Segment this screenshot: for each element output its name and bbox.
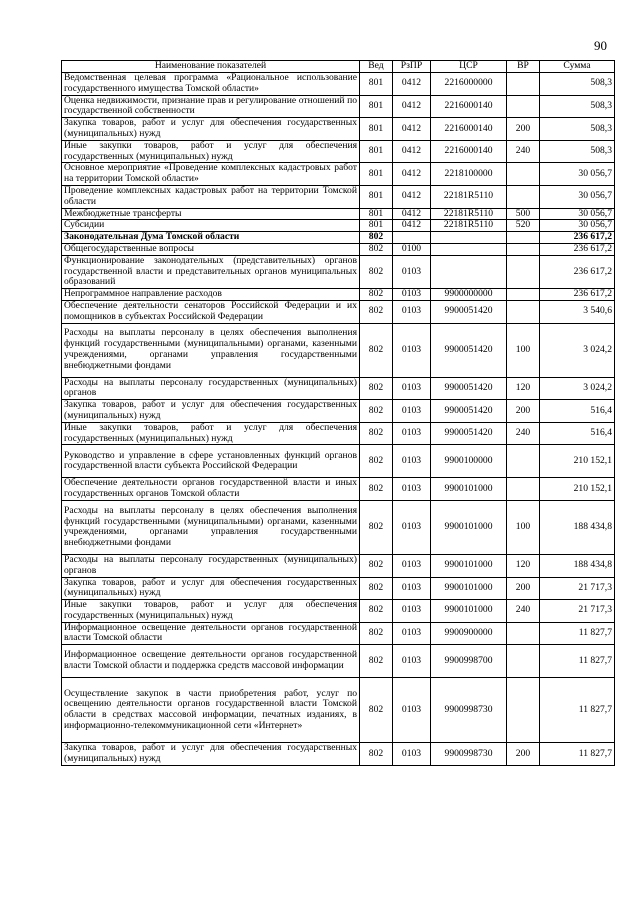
- cell-rzpr: 0412: [393, 73, 431, 96]
- cell-vr: 240: [507, 600, 540, 623]
- cell-rzpr: 0412: [393, 208, 431, 220]
- table-row: [62, 422, 615, 445]
- cell-rzpr: 0412: [393, 220, 431, 232]
- cell-ved: 802: [360, 300, 393, 323]
- cell-csr: 9900101000: [431, 600, 507, 623]
- cell-rzpr: 0412: [393, 140, 431, 163]
- cell-ved: 802: [360, 645, 393, 678]
- table-row: [62, 678, 615, 743]
- cell-sum: 508,3: [540, 73, 615, 96]
- cell-vr: [507, 622, 540, 645]
- table-row: [62, 118, 615, 141]
- cell-sum: 11 827,7: [540, 622, 615, 645]
- cell-name: Ведомственная целевая программа «Рациональное использование государственного имущества Томской области»: [62, 73, 360, 96]
- cell-ved: 801: [360, 118, 393, 141]
- cell-name: Осуществление закупок в части приобретения работ, услуг по освещению деятельности органов государственной власти Томской области в средствах массовой информации, печатных изданиях, в информационно-телекоммуникационной сети «Интернет»: [62, 678, 360, 743]
- table-body: [62, 73, 615, 766]
- cell-name: Субсидии: [62, 220, 360, 232]
- cell-rzpr: 0103: [393, 743, 431, 766]
- cell-vr: [507, 478, 540, 501]
- cell-ved: 802: [360, 255, 393, 288]
- table-row: [62, 400, 615, 423]
- cell-name: Информационное освещение деятельности органов государственной власти Томской области: [62, 622, 360, 645]
- cell-sum: 30 056,7: [540, 185, 615, 208]
- cell-csr: 9900101000: [431, 478, 507, 501]
- cell-sum: 508,3: [540, 118, 615, 141]
- cell-name: Закупка товаров, работ и услуг для обеспечения государственных (муниципальных) нужд: [62, 118, 360, 141]
- cell-rzpr: 0103: [393, 554, 431, 577]
- cell-vr: 200: [507, 118, 540, 141]
- cell-name: Оценка недвижимости, признание прав и регулирование отношений по государственной собственности: [62, 95, 360, 118]
- cell-ved: 801: [360, 95, 393, 118]
- cell-csr: 2216000140: [431, 140, 507, 163]
- table-row: [62, 163, 615, 186]
- cell-rzpr: 0103: [393, 622, 431, 645]
- cell-ved: 802: [360, 323, 393, 377]
- budget-table: [61, 60, 615, 766]
- cell-csr: 9900101000: [431, 500, 507, 554]
- cell-name: Проведение комплексных кадастровых работ на территории Томской области: [62, 185, 360, 208]
- table-row: [62, 323, 615, 377]
- cell-vr: 240: [507, 140, 540, 163]
- cell-csr: 9900100000: [431, 445, 507, 478]
- cell-name: Межбюджетные трансферты: [62, 208, 360, 220]
- cell-ved: 801: [360, 140, 393, 163]
- cell-csr: 9900051420: [431, 377, 507, 400]
- cell-csr: 9900101000: [431, 554, 507, 577]
- cell-sum: 3 024,2: [540, 323, 615, 377]
- cell-sum: 3 540,6: [540, 300, 615, 323]
- cell-vr: [507, 95, 540, 118]
- cell-csr: [431, 255, 507, 288]
- cell-csr: 9900051420: [431, 323, 507, 377]
- cell-vr: [507, 163, 540, 186]
- cell-ved: 802: [360, 577, 393, 600]
- cell-csr: 2216000000: [431, 73, 507, 96]
- cell-csr: 22181R5110: [431, 185, 507, 208]
- page-number: 90: [594, 38, 607, 53]
- cell-csr: 2216000140: [431, 118, 507, 141]
- cell-ved: 801: [360, 208, 393, 220]
- table-row: [62, 208, 615, 220]
- cell-ved: 802: [360, 678, 393, 743]
- table-row: [62, 255, 615, 288]
- cell-name: Основное мероприятие «Проведение комплексных кадастровых работ на территории Томской области»: [62, 163, 360, 186]
- cell-csr: 9900051420: [431, 300, 507, 323]
- cell-csr: [431, 232, 507, 244]
- cell-vr: 200: [507, 400, 540, 423]
- cell-csr: 22181R5110: [431, 220, 507, 232]
- table-row: [62, 377, 615, 400]
- cell-name: Иные закупки товаров, работ и услуг для обеспечения государственных (муниципальных) нужд: [62, 422, 360, 445]
- cell-rzpr: 0100: [393, 243, 431, 255]
- cell-name: Обеспечение деятельности органов государственной власти и иных государственных органов Томской области: [62, 478, 360, 501]
- table-row: [62, 95, 615, 118]
- cell-sum: 236 617,2: [540, 232, 615, 244]
- cell-sum: 210 152,1: [540, 478, 615, 501]
- cell-csr: 9900051420: [431, 422, 507, 445]
- cell-vr: 500: [507, 208, 540, 220]
- cell-sum: 3 024,2: [540, 377, 615, 400]
- cell-sum: 30 056,7: [540, 163, 615, 186]
- cell-ved: 802: [360, 232, 393, 244]
- header-name: Наименование показателей: [62, 61, 360, 73]
- cell-vr: 200: [507, 743, 540, 766]
- header-rzpr: РзПР: [393, 61, 431, 73]
- cell-vr: 120: [507, 554, 540, 577]
- cell-sum: 210 152,1: [540, 445, 615, 478]
- cell-rzpr: 0412: [393, 118, 431, 141]
- cell-name: Расходы на выплаты персоналу государственных (муниципальных) органов: [62, 554, 360, 577]
- table-row: [62, 622, 615, 645]
- header-sum: Сумма: [540, 61, 615, 73]
- cell-rzpr: 0103: [393, 500, 431, 554]
- cell-name: Функционирование законодательных (представительных) органов государственной власти и представительных органов муниципальных образований: [62, 255, 360, 288]
- cell-vr: 200: [507, 577, 540, 600]
- cell-sum: 508,3: [540, 140, 615, 163]
- cell-name: Обеспечение деятельности сенаторов Российской Федерации и их помощников в субъектах Российской Федерации: [62, 300, 360, 323]
- cell-sum: 236 617,2: [540, 243, 615, 255]
- cell-csr: 9900998730: [431, 743, 507, 766]
- header-vr: ВР: [507, 61, 540, 73]
- cell-rzpr: 0103: [393, 600, 431, 623]
- table-row: [62, 600, 615, 623]
- cell-ved: 802: [360, 243, 393, 255]
- cell-sum: 11 827,7: [540, 645, 615, 678]
- cell-vr: 240: [507, 422, 540, 445]
- cell-sum: 21 717,3: [540, 600, 615, 623]
- header-row: [62, 61, 615, 73]
- cell-csr: 9900000000: [431, 289, 507, 301]
- cell-rzpr: 0103: [393, 289, 431, 301]
- cell-ved: 801: [360, 163, 393, 186]
- cell-ved: 802: [360, 622, 393, 645]
- cell-ved: 802: [360, 422, 393, 445]
- cell-ved: 801: [360, 220, 393, 232]
- table-row: [62, 140, 615, 163]
- cell-vr: 120: [507, 377, 540, 400]
- table-row: [62, 577, 615, 600]
- cell-sum: 21 717,3: [540, 577, 615, 600]
- table-row: [62, 554, 615, 577]
- table-row: [62, 478, 615, 501]
- cell-sum: 188 434,8: [540, 554, 615, 577]
- table-row: [62, 232, 615, 244]
- cell-name: Расходы на выплаты персоналу государственных (муниципальных) органов: [62, 377, 360, 400]
- cell-name: Расходы на выплаты персоналу в целях обеспечения выполнения функций государственными (муниципальными) органами, казенными учреждениями, органами управления государственными внебюджетными фондами: [62, 500, 360, 554]
- cell-csr: 9900900000: [431, 622, 507, 645]
- cell-ved: 801: [360, 73, 393, 96]
- cell-rzpr: 0103: [393, 377, 431, 400]
- cell-sum: 516,4: [540, 400, 615, 423]
- table-row: [62, 289, 615, 301]
- table-row: [62, 185, 615, 208]
- cell-name: Закупка товаров, работ и услуг для обеспечения государственных (муниципальных) нужд: [62, 577, 360, 600]
- table-row: [62, 73, 615, 96]
- cell-ved: 802: [360, 478, 393, 501]
- cell-vr: [507, 445, 540, 478]
- cell-ved: 802: [360, 600, 393, 623]
- table-row: [62, 743, 615, 766]
- cell-sum: 236 617,2: [540, 289, 615, 301]
- cell-name: Закупка товаров, работ и услуг для обеспечения государственных (муниципальных) нужд: [62, 400, 360, 423]
- cell-rzpr: 0412: [393, 95, 431, 118]
- cell-rzpr: 0103: [393, 255, 431, 288]
- cell-ved: 801: [360, 185, 393, 208]
- cell-name: Информационное освещение деятельности органов государственной власти Томской области и поддержка средств массовой информации: [62, 645, 360, 678]
- cell-sum: 236 617,2: [540, 255, 615, 288]
- cell-ved: 802: [360, 445, 393, 478]
- cell-ved: 802: [360, 400, 393, 423]
- cell-rzpr: 0103: [393, 422, 431, 445]
- cell-name: Расходы на выплаты персоналу в целях обеспечения выполнения функций государственными (муниципальными) органами, казенными учреждениями, органами управления государственными внебюджетными фондами: [62, 323, 360, 377]
- cell-name: Непрограммное направление расходов: [62, 289, 360, 301]
- cell-csr: 22181R5110: [431, 208, 507, 220]
- table-row: [62, 300, 615, 323]
- cell-vr: [507, 73, 540, 96]
- cell-rzpr: 0412: [393, 163, 431, 186]
- table-header: [62, 61, 615, 73]
- cell-vr: 100: [507, 323, 540, 377]
- table-row: [62, 445, 615, 478]
- cell-vr: 520: [507, 220, 540, 232]
- cell-ved: 802: [360, 500, 393, 554]
- cell-csr: 9900101000: [431, 577, 507, 600]
- cell-name: Руководство и управление в сфере установленных функций органов государственной власти субъекта Российской Федерации: [62, 445, 360, 478]
- cell-vr: [507, 300, 540, 323]
- table-row: [62, 220, 615, 232]
- cell-rzpr: 0103: [393, 678, 431, 743]
- header-csr: ЦСР: [431, 61, 507, 73]
- cell-vr: [507, 289, 540, 301]
- cell-csr: 2218100000: [431, 163, 507, 186]
- cell-rzpr: [393, 232, 431, 244]
- cell-vr: [507, 232, 540, 244]
- cell-rzpr: 0103: [393, 445, 431, 478]
- cell-csr: 9900998730: [431, 678, 507, 743]
- cell-rzpr: 0103: [393, 300, 431, 323]
- cell-name: Общегосударственные вопросы: [62, 243, 360, 255]
- cell-vr: [507, 185, 540, 208]
- cell-vr: [507, 243, 540, 255]
- cell-sum: 516,4: [540, 422, 615, 445]
- cell-csr: [431, 243, 507, 255]
- cell-sum: 11 827,7: [540, 678, 615, 743]
- header-ved: Вед: [360, 61, 393, 73]
- cell-sum: 11 827,7: [540, 743, 615, 766]
- cell-ved: 802: [360, 377, 393, 400]
- cell-ved: 802: [360, 743, 393, 766]
- cell-ved: 802: [360, 289, 393, 301]
- cell-vr: [507, 678, 540, 743]
- cell-sum: 30 056,7: [540, 208, 615, 220]
- cell-name: Иные закупки товаров, работ и услуг для обеспечения государственных (муниципальных) нужд: [62, 600, 360, 623]
- cell-rzpr: 0103: [393, 577, 431, 600]
- cell-sum: 188 434,8: [540, 500, 615, 554]
- cell-vr: 100: [507, 500, 540, 554]
- cell-rzpr: 0103: [393, 400, 431, 423]
- cell-vr: [507, 255, 540, 288]
- cell-csr: 2216000140: [431, 95, 507, 118]
- cell-rzpr: 0103: [393, 478, 431, 501]
- cell-name: Закупка товаров, работ и услуг для обеспечения государственных (муниципальных) нужд: [62, 743, 360, 766]
- cell-ved: 802: [360, 554, 393, 577]
- cell-name: Иные закупки товаров, работ и услуг для обеспечения государственных (муниципальных) нужд: [62, 140, 360, 163]
- cell-csr: 9900998700: [431, 645, 507, 678]
- cell-sum: 508,3: [540, 95, 615, 118]
- cell-csr: 9900051420: [431, 400, 507, 423]
- cell-rzpr: 0103: [393, 323, 431, 377]
- table-row: [62, 500, 615, 554]
- cell-rzpr: 0103: [393, 645, 431, 678]
- table-row: [62, 645, 615, 678]
- cell-sum: 30 056,7: [540, 220, 615, 232]
- table-row: [62, 243, 615, 255]
- cell-vr: [507, 645, 540, 678]
- cell-rzpr: 0412: [393, 185, 431, 208]
- cell-name: Законодательная Дума Томской области: [62, 232, 360, 244]
